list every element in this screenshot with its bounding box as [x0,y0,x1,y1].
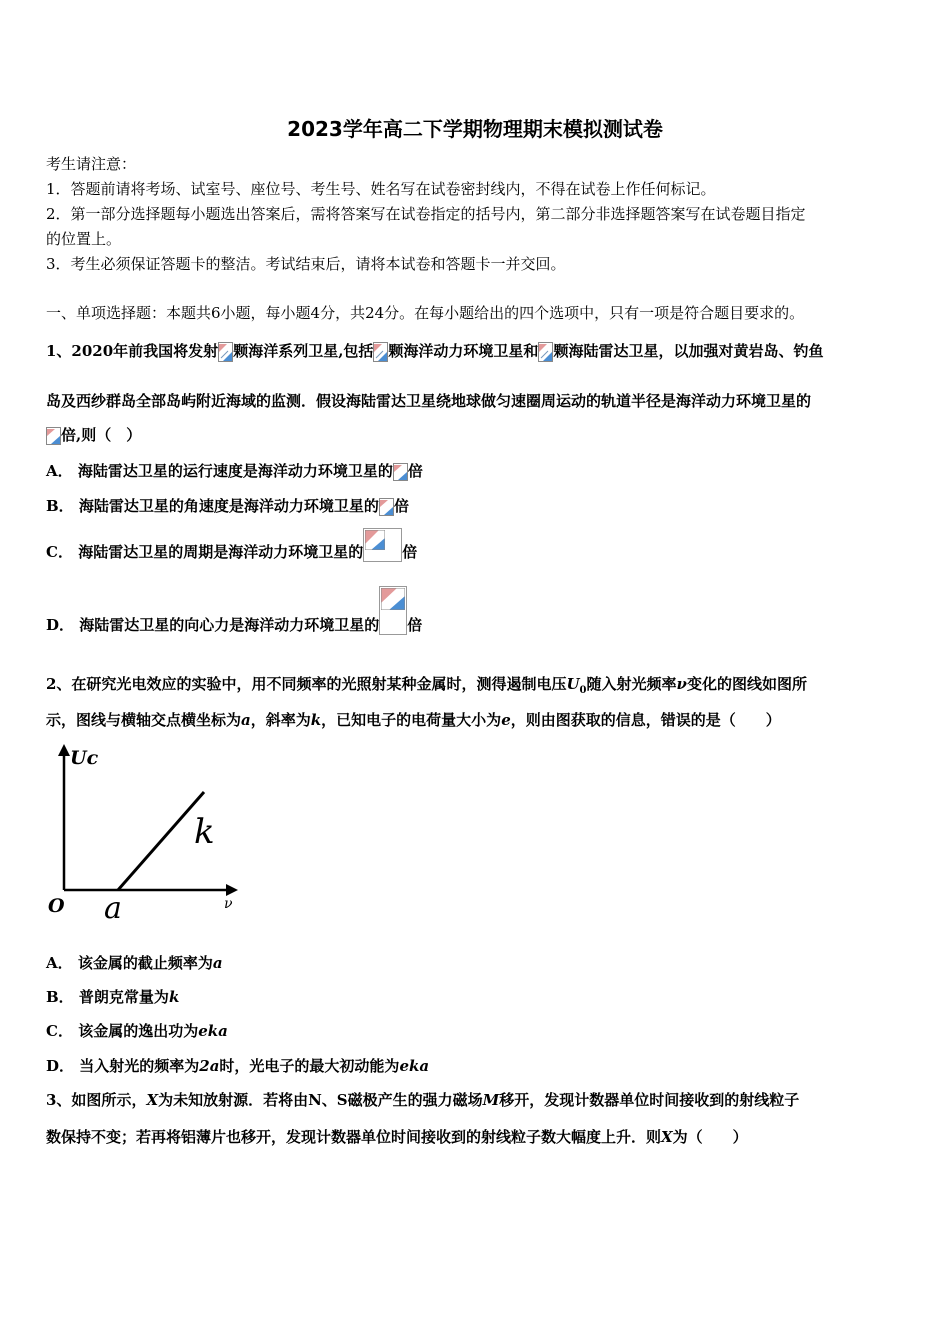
intercept-label: a [104,891,122,925]
question-2-option-d: D． 当入射光的频率为2a时，光电子的最大初动能为eka [46,1057,430,1075]
uc-vs-frequency-graph [46,740,246,925]
question-1-option-a: A． 海陆雷达卫星的运行速度是海洋动力环境卫星的 倍 [46,462,423,480]
question-1-option-d: D． 海陆雷达卫星的向心力是海洋动力环境卫星的 倍 [46,584,422,635]
question-1-option-b: B． 海陆雷达卫星的角速度是海洋动力环境卫星的 倍 [46,497,409,515]
question-1-option-c: C． 海陆雷达卫星的周期是海洋动力环境卫星的 倍 [46,525,417,562]
formula-image-icon [218,342,233,362]
notice-item-2: 2．第一部分选择题每小题选出答案后，需将答案写在试卷指定的括号内，第二部分非选择题答案写在试卷题目指定 [46,205,806,223]
slope-label: k [194,812,215,852]
formula-image-icon [393,463,408,481]
question-3-line-2: 数保持不变；若再将铝薄片也移开，发现计数器单位时间接收到的射线粒子数大幅度上升．则X为（ ） [46,1128,748,1146]
graph-line [118,792,204,890]
question-2-option-a: A． 该金属的截止频率为a [46,954,223,972]
notice-item-2-cont: 的位置上。 [46,230,122,248]
question-2-line-1: 2、在研究光电效应的实验中，用不同频率的光照射某种金属时，测得遏制电压$U_0$随入射光频率ν变化的图线如图所 [46,675,807,696]
question-2-option-c: C． 该金属的逸出功为eka [46,1022,228,1040]
formula-image-icon [363,528,402,562]
formula-image-icon [379,498,394,516]
question-2-line-2: 示，图线与横轴交点横坐标为a，斜率为k，已知电子的电荷量大小为e，则由图获取的信息，错误的是（ ） [46,711,781,729]
question-1-line-3: 倍,则（ ） [46,424,141,445]
question-3-line-1: 3、如图所示，X为未知放射源．若将由N、S磁极产生的强力磁场M移开，发现计数器单位时间接收到的射线粒子 [46,1091,800,1109]
formula-image-icon [379,586,407,635]
page-title: 2023学年高二下学期物理期末模拟测试卷 [287,117,663,141]
question-2-option-b: B． 普朗克常量为k [46,988,180,1006]
question-1-line-1: 1、2020年前我国将发射 颗海洋系列卫星,包括 颗海洋动力环境卫星和 颗海陆雷达卫星，以加强对黄岩岛、钓鱼 [46,342,824,360]
formula-image-icon [373,342,388,362]
formula-image-icon [46,427,61,445]
section-heading: 一、单项选择题：本题共6小题，每小题4分，共24分。在每小题给出的四个选项中，只有一项是符合题目要求的。 [46,304,805,322]
notice-heading: 考生请注意： [46,155,137,173]
origin-label: O [48,895,65,917]
x-axis-label: ν [224,896,233,912]
y-axis-label: Uc [70,747,99,769]
notice-item-1: 1．答题前请将考场、试室号、座位号、考生号、姓名写在试卷密封线内，不得在试卷上作任何标记。 [46,180,716,198]
question-1-line-2: 岛及西纱群岛全部岛屿附近海域的监测．假设海陆雷达卫星绕地球做匀速圈周运动的轨道半径是海洋动力环境卫星的 [46,392,812,410]
formula-image-icon [538,342,553,362]
y-axis-arrow-icon [58,744,70,756]
notice-item-3: 3．考生必须保证答题卡的整洁。考试结束后，请将本试卷和答题卡一并交回。 [46,255,566,273]
x-axis-arrow-icon [226,884,238,896]
